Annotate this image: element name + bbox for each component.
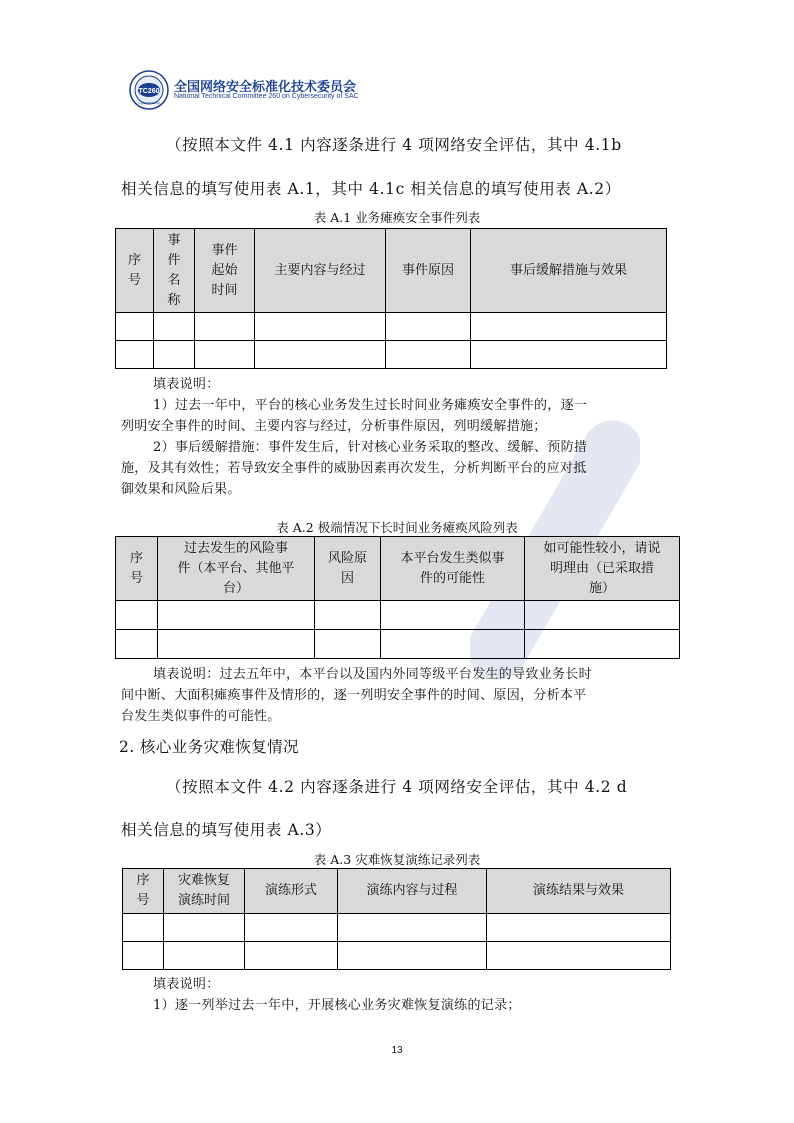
org-name-cn: 全国网络安全标准化技术委员会 (174, 80, 357, 95)
table-cell[interactable] (386, 313, 471, 341)
table-a1-header-cell: 事件 起始 时间 (195, 229, 255, 313)
table-a3 (122, 868, 671, 970)
table-cell[interactable] (245, 914, 338, 942)
table-a2-header-cell: 过去发生的风险事 件（本平台、其他平 台） (158, 537, 315, 601)
table-a3-note-line: 1）逐一列举过去一年中，开展核心业务灾难恢复演练的记录； (153, 998, 521, 1013)
table-cell[interactable] (116, 341, 154, 369)
table-a2-caption: 表 A.2 极端情况下长时间业务瘫痪风险列表 (276, 520, 518, 535)
table-a2 (115, 536, 680, 659)
table-a3-header-cell: 灾难恢复 演练时间 (164, 869, 245, 914)
table-cell[interactable] (471, 313, 667, 341)
table-a3-header-cell: 演练形式 (245, 869, 338, 914)
table-cell[interactable] (255, 341, 386, 369)
table-a1-caption: 表 A.1 业务瘫痪安全事件列表 (313, 210, 481, 225)
table-cell[interactable] (245, 942, 338, 970)
section1-intro-line1: （按照本文件 4.1 内容逐条进行 4 项网络安全评估，其中 4.1b (166, 136, 622, 154)
section2-intro-line2: 相关信息的填写使用表 A.3） (121, 821, 332, 839)
table-a1-note-line: 2）事后缓解措施：事件发生后，针对核心业务采取的整改、缓解、预防措 (153, 440, 588, 455)
table-a1-header-row (116, 229, 667, 313)
table-a1-header-cell: 事后缓解措施与效果 (471, 229, 667, 313)
table-cell[interactable] (158, 630, 315, 659)
table-a1-note-line: 施，及其有效性；若导致安全事件的威胁因素再次发生，分析判断平台的应对抵 (121, 461, 587, 476)
table-a2-header-cell: 序 号 (116, 537, 158, 601)
table-cell[interactable] (315, 630, 381, 659)
table-cell[interactable] (338, 942, 487, 970)
table-cell[interactable] (487, 942, 671, 970)
table-cell[interactable] (471, 341, 667, 369)
table-cell[interactable] (164, 942, 245, 970)
table-cell[interactable] (164, 914, 245, 942)
table-a2-header-cell: 本平台发生类似事 件的可能性 (381, 537, 525, 601)
section1-intro-line2: 相关信息的填写使用表 A.1，其中 4.1c 相关信息的填写使用表 A.2） (121, 180, 621, 198)
page-number: 13 (391, 1045, 403, 1056)
org-name-en: National Technical Committee 260 on Cybersecurity of SAC (174, 93, 359, 100)
table-row (116, 341, 667, 369)
table-a2-header-cell: 如可能性较小，请说 明理由（已采取措 施） (525, 537, 680, 601)
table-a1-note-line: 列明安全事件的时间、主要内容与经过，分析事件原因，列明缓解措施； (121, 419, 547, 434)
table-row (116, 313, 667, 341)
table-a1-header-cell: 事件原因 (386, 229, 471, 313)
table-cell[interactable] (338, 914, 487, 942)
table-cell[interactable] (154, 313, 195, 341)
section2-intro-line1: （按照本文件 4.2 内容逐条进行 4 项网络安全评估，其中 4.2 d (166, 778, 628, 796)
table-row (123, 914, 671, 942)
table-a2-note-line: 间中断、大面积瘫痪事件及情形的，逐一列明安全事件的时间、原因，分析本平 (121, 688, 587, 703)
table-a1-header-cell: 主要内容与经过 (255, 229, 386, 313)
table-cell[interactable] (381, 630, 525, 659)
table-a1-header-cell: 序 号 (116, 229, 154, 313)
tc260-seal-icon (129, 70, 169, 110)
table-a3-header-row (123, 869, 671, 914)
table-cell[interactable] (116, 630, 158, 659)
table-a2-note-line: 台发生类似事件的可能性。 (121, 709, 281, 724)
table-row (116, 601, 680, 630)
table-cell[interactable] (525, 630, 680, 659)
logo-subtext: Cybersecurity (138, 101, 160, 105)
table-cell[interactable] (158, 601, 315, 630)
table-cell[interactable] (525, 601, 680, 630)
table-a3-note-title: 填表说明： (153, 977, 220, 992)
table-a3-header-cell: 序 号 (123, 869, 164, 914)
table-cell[interactable] (116, 601, 158, 630)
table-cell[interactable] (195, 341, 255, 369)
table-a1-note-title: 填表说明： (153, 377, 220, 392)
table-a3-header-cell: 演练内容与过程 (338, 869, 487, 914)
table-cell[interactable] (123, 942, 164, 970)
table-a2-note-line: 填表说明：过去五年中，本平台以及国内外同等级平台发生的导致业务长时 (153, 667, 592, 682)
table-a3-caption: 表 A.3 灾难恢复演练记录列表 (313, 852, 481, 867)
logo-text: TC260 (138, 88, 160, 95)
table-cell[interactable] (195, 313, 255, 341)
table-cell[interactable] (255, 313, 386, 341)
table-cell[interactable] (123, 914, 164, 942)
table-cell[interactable] (154, 341, 195, 369)
table-cell[interactable] (116, 313, 154, 341)
table-a1-header-cell: 事 件 名 称 (154, 229, 195, 313)
table-row (116, 630, 680, 659)
table-cell[interactable] (487, 914, 671, 942)
section2-heading: 2. 核心业务灾难恢复情况 (119, 738, 299, 756)
table-row (123, 942, 671, 970)
table-a1 (115, 228, 667, 369)
table-a1-note-line: 1）过去一年中，平台的核心业务发生过长时间业务瘫痪安全事件的，逐一 (153, 398, 588, 413)
table-cell[interactable] (381, 601, 525, 630)
table-a2-header-cell: 风险原 因 (315, 537, 381, 601)
table-cell[interactable] (315, 601, 381, 630)
table-a1-note-line: 御效果和风险后果。 (121, 482, 241, 497)
table-a3-header-cell: 演练结果与效果 (487, 869, 671, 914)
table-cell[interactable] (386, 341, 471, 369)
table-a2-header-row (116, 537, 680, 601)
